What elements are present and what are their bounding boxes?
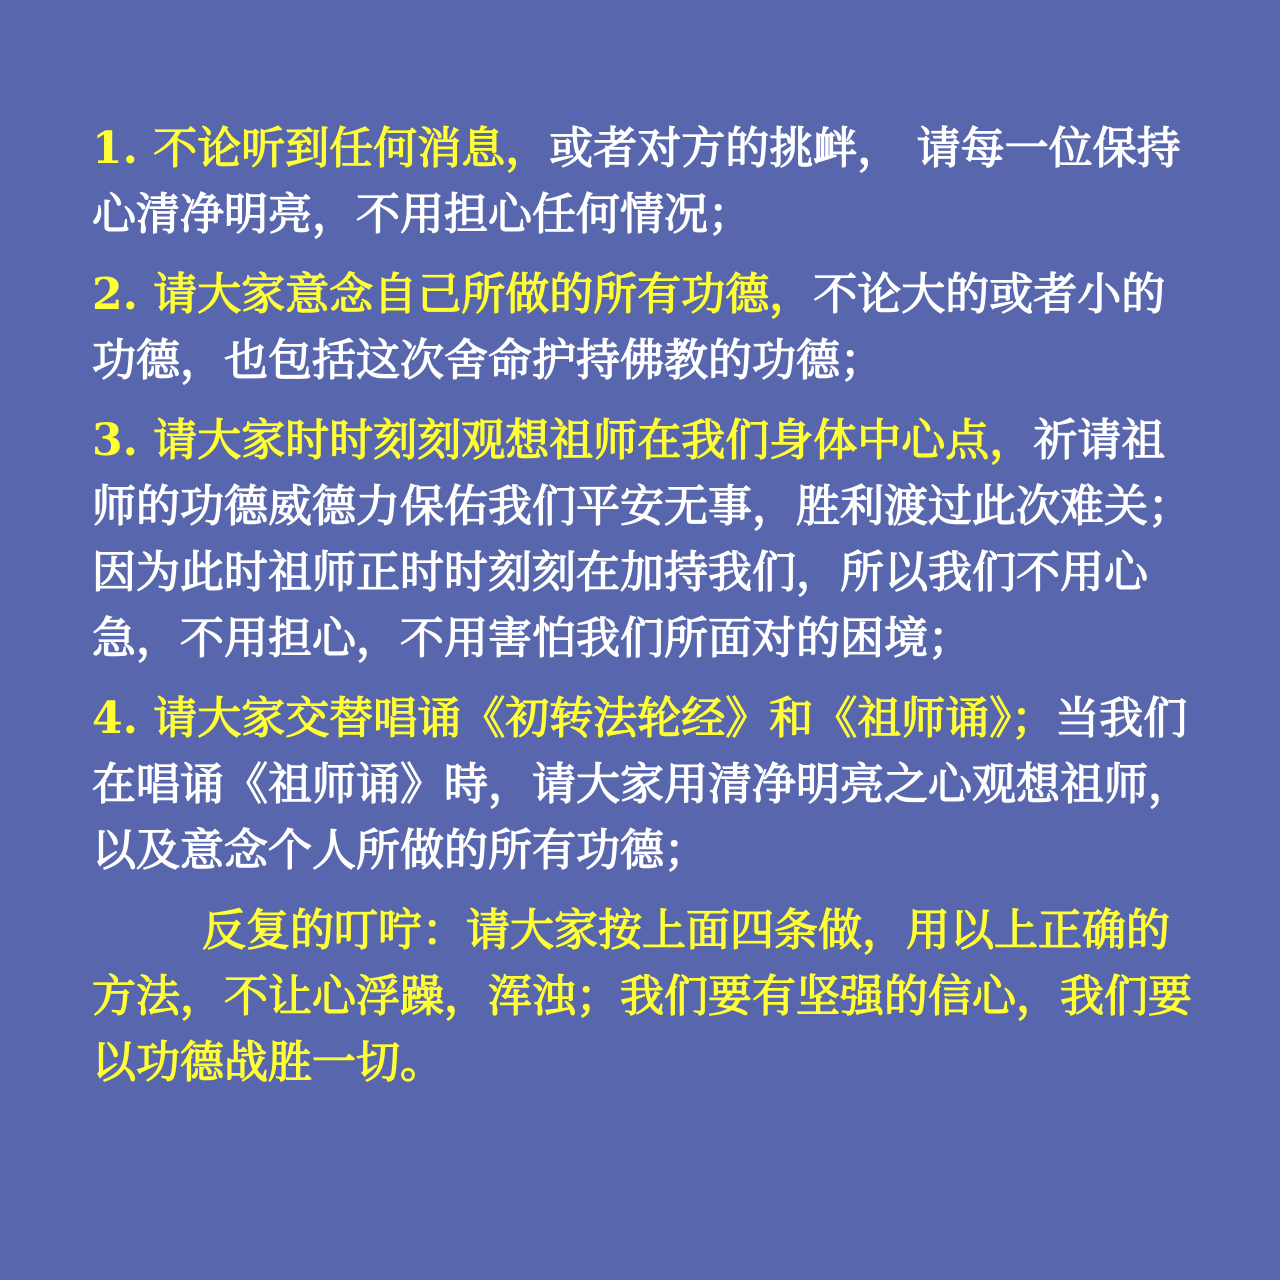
instruction-2-text: 不论大的或者小的功德，也包括这次舍命护持佛教的功德； <box>92 269 1166 386</box>
instruction-1-highlight: 1. 不论听到任何消息， <box>92 123 550 174</box>
instruction-4 <box>92 686 1202 884</box>
instruction-4-highlight: 4. 请大家交替唱诵《初转法轮经》和《祖师诵》； <box>92 693 1056 744</box>
instruction-3-text: 祈请祖师的功德威德力保佑我们平安无事，胜利渡过此次难关；因为此时祖师正时时刻刻在加持我们，所以我们不用心急，不用担心，不用害怕我们所面对的困境； <box>92 415 1192 664</box>
notice-content <box>92 116 1202 1096</box>
closing-reminder <box>92 898 1202 1096</box>
instruction-4-text: 当我们在唱诵《祖师诵》時，请大家用清净明亮之心观想祖师，以及意念个人所做的所有功德； <box>92 693 1192 876</box>
instruction-3 <box>92 408 1202 672</box>
instruction-1 <box>92 116 1202 248</box>
instruction-2-highlight: 2. 请大家意念自己所做的所有功德， <box>92 269 814 320</box>
closing-text: 反复的叮咛：请大家按上面四条做，用以上正确的方法，不让心浮躁，浑浊；我们要有坚强的信心，我们要以功德战胜一切。 <box>92 905 1192 1088</box>
instruction-3-highlight: 3. 请大家时时刻刻观想祖师在我们身体中心点， <box>92 415 1034 466</box>
instruction-2 <box>92 262 1202 394</box>
instruction-1-text: 或者对方的挑衅， 请每一位保持心清净明亮，不用担心任何情况； <box>92 123 1181 240</box>
